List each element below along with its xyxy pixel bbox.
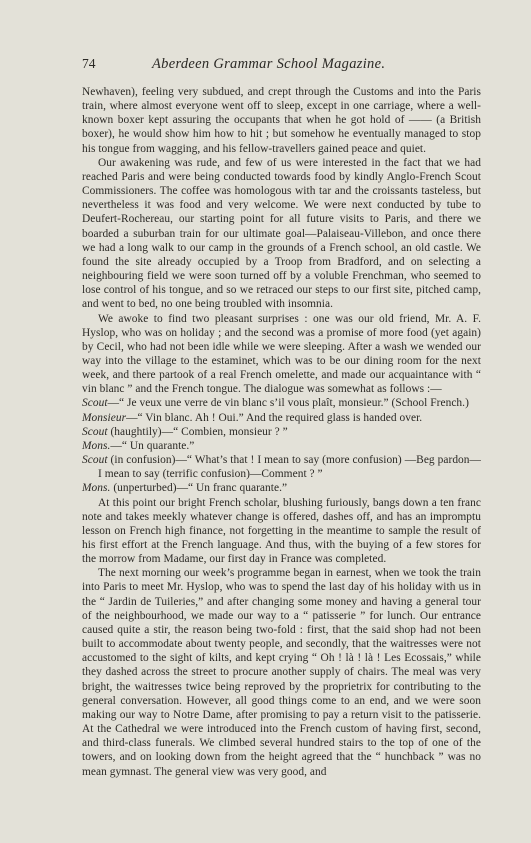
dialogue-speaker: Mons. bbox=[82, 439, 111, 452]
dialogue-text: (unperturbed)—“ Un franc quarante.” bbox=[110, 482, 288, 495]
dialogue-line bbox=[82, 481, 481, 495]
running-title: Aberdeen Grammar School Magazine. bbox=[152, 56, 386, 72]
dialogue-text: —“ Vin blanc. Ah ! Oui.” And the required glass is handed over. bbox=[126, 411, 423, 424]
paragraph: Newhaven), feeling very subdued, and crept through the Customs and into the Paris train, where almost everyone went off to sleep, except in one carriage, where a well-known boxer kept assuring the occupants that when he got hold of —— (a British boxer), he would show him how to hit ; but somehow he eventually managed to stop his tongue from wagging, and his fellow-travellers gained peace and quiet. bbox=[82, 86, 481, 155]
paragraph: Our awakening was rude, and few of us were interested in the fact that we had reached Paris and were being conducted towards food by kindly Anglo-French Scout Commissioners. The coffee was homologous with tar and the croissants tasteless, but nevertheless it was food and very welcome. We were next conducted by tube to Deufert-Rochereau, our starting point for all future visits to Paris, and there we boarded a suburban train for our ultimate goal—Palaiseau-Villebon, and once there we had a long walk to our camp in the grounds of a French school, an old castle. We found the site already occupied by a Troop from Bradford, and on selecting a neighbouring field we were soon turned off by a voluble Frenchman, who seemed to lose control of his tongue, and so we retraced our steps to our first site, pitched camp, and went to bed, no one being troubled with insomnia. bbox=[82, 156, 481, 311]
paragraph: The next morning our week’s programme began in earnest, when we took the train into Paris to meet Mr. Hyslop, who was to spend the last day of his holiday with us in the “ Jardin de Tuileries,” and after changing some money and having a general tour of the neighbourhood, we made our way to a “ patisserie ” for lunch. Our entrance caused quite a stir, the reason being two-fold : first, that the said shop had not been built to accommodate about twenty people, and secondly, that the waitresses were not accustomed to the sight of kilts, and kept crying “ Oh ! là ! là ! Les Ecossais,” while they dashed across the street to procure another supply of chairs. The meal was very bright, the waitresses twice being reproved by the proprietrix for contributing to the general conversation. However, all good things come to an end, and we were soon making our way to Notre Dame, after promising to pay a return visit to the patisserie. At the Cathedral we were introduced into the French custom of having first, second, and third-class funerals. We climbed several hundred stairs to the top of one of the towers, and on looking down from the height agreed that the “ hunchback ” was no mean gymnast. The general view was very good, and bbox=[82, 567, 481, 778]
dialogue-line bbox=[82, 439, 481, 453]
dialogue-text: (in confusion)—“ What’s that ! I mean to say (more confusion) —Beg pardon—I mean to say (terrific confusion)—Comment ? ” bbox=[98, 454, 481, 481]
dialogue-speaker: Scout bbox=[82, 425, 108, 438]
dialogue-text: —“ Un quarante.” bbox=[110, 439, 195, 452]
page-number: 74 bbox=[82, 56, 96, 71]
paragraph: At this point our bright French scholar, blushing furiously, bangs down a ten franc note and takes meekly whatever change is offered, dashes off, and has an impromptu lesson on French high finance, not forgetting in the meantime to sample the result of his first effort at the French language. And thus, with the buying of a few stores for the morrow from Madame, our first day in France was completed. bbox=[82, 496, 481, 566]
dialogue-line bbox=[82, 396, 481, 410]
dialogue-speaker: Scout bbox=[82, 397, 108, 410]
page-header bbox=[82, 56, 481, 73]
paragraph: We awoke to find two pleasant surprises : one was our old friend, Mr. A. F. Hyslop, who was on holiday ; and the second was a promise of more food (yet again) by Cecil, who had not been idle while we were sleeping. After a wash we wended our way into the village to the estaminet, which was to be our dining room for the next week, and there partook of a real French omelette, and made our acquaintance with “ vin blanc ” and the French tongue. The dialogue was somewhat as follows :— bbox=[82, 312, 481, 396]
article-body bbox=[82, 85, 481, 779]
dialogue-text: (haughtily)—“ Combien, monsieur ? ” bbox=[107, 425, 288, 438]
dialogue-speaker: Mons. bbox=[82, 482, 111, 495]
dialogue-speaker: Scout bbox=[82, 454, 108, 467]
dialogue-line bbox=[82, 425, 481, 439]
dialogue-line bbox=[82, 453, 481, 481]
dialogue-text: —“ Je veux une verre de vin blanc s’il vous plaît, monsieur.” (School French.) bbox=[107, 397, 469, 410]
dialogue-line bbox=[82, 411, 481, 425]
dialogue-speaker: Monsieur bbox=[82, 411, 127, 424]
